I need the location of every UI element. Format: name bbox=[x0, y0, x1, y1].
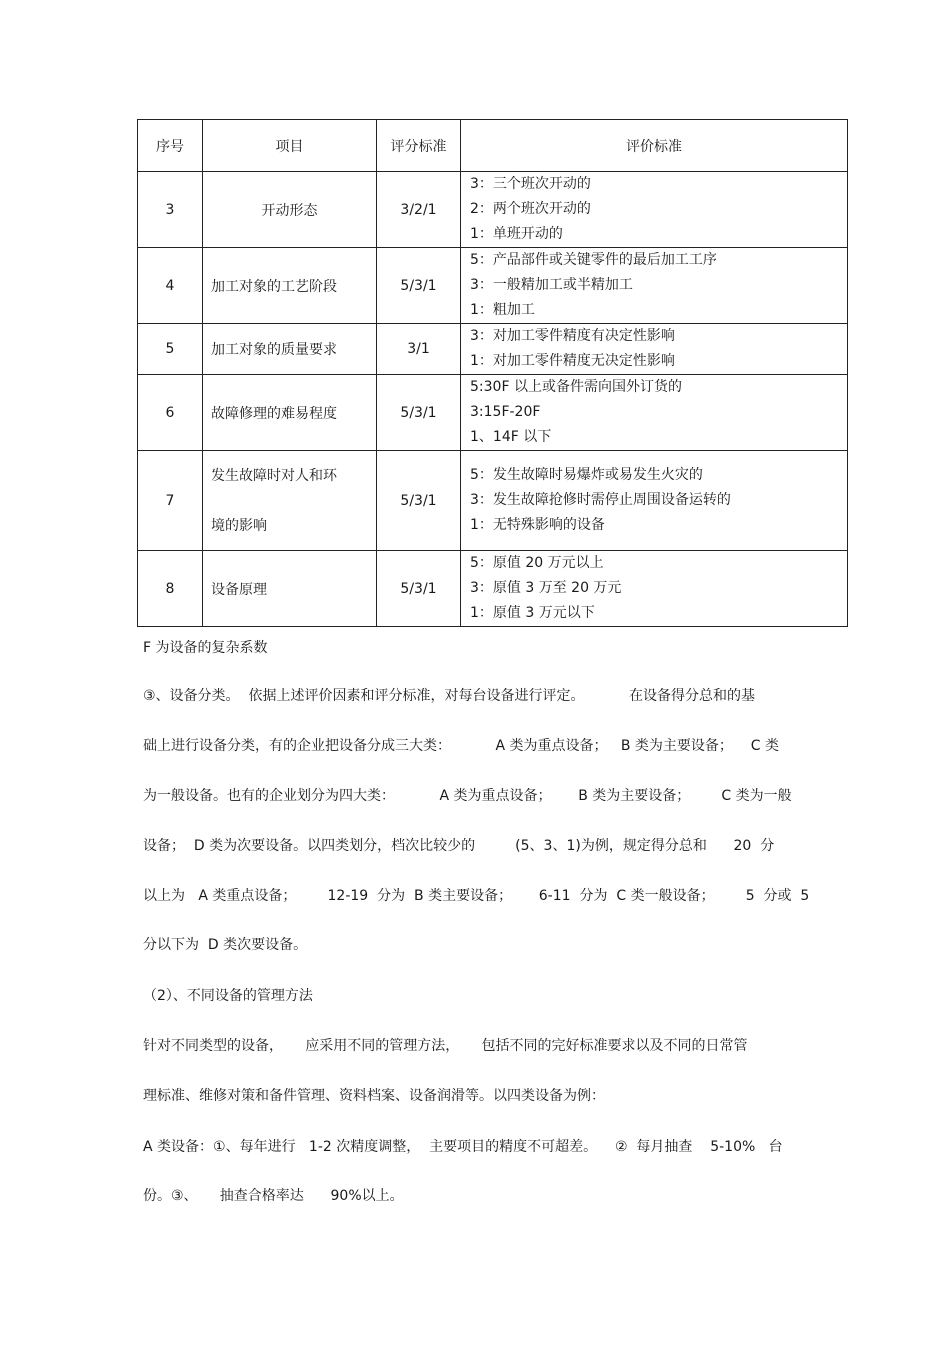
header-no: 序号 bbox=[138, 120, 203, 172]
row-no: 7 bbox=[138, 451, 203, 551]
row-no: 6 bbox=[138, 375, 203, 451]
header-score: 评分标准 bbox=[377, 120, 461, 172]
row-item: 开动形态 bbox=[203, 172, 377, 248]
table-row bbox=[138, 172, 848, 248]
table-row bbox=[138, 551, 848, 627]
row-score: 5/3/1 bbox=[377, 375, 461, 451]
body-paragraph-line: ③、设备分类。 依据上述评价因素和评分标准，对每台设备进行评定。 在设备得分总和的基 bbox=[143, 688, 755, 704]
table-row bbox=[138, 324, 848, 375]
row-criteria bbox=[461, 451, 848, 551]
row-criteria bbox=[461, 172, 848, 248]
row-item: 故障修理的难易程度 bbox=[203, 375, 377, 451]
criteria-line: 3：对加工零件精度有决定性影响 bbox=[470, 328, 675, 344]
criteria-line: 1：粗加工 bbox=[470, 302, 535, 318]
criteria-line: 1：单班开动的 bbox=[470, 226, 563, 242]
row-score: 5/3/1 bbox=[377, 248, 461, 324]
criteria-line: 1：原值 3 万元以下 bbox=[470, 605, 595, 621]
criteria-line: 2：两个班次开动的 bbox=[470, 201, 591, 217]
table-header-row bbox=[138, 120, 848, 172]
row-criteria bbox=[461, 375, 848, 451]
body-paragraph-line: 针对不同类型的设备， 应采用不同的管理方法， 包括不同的完好标准要求以及不同的日常管 bbox=[143, 1038, 748, 1054]
body-paragraph-line: 理标准、维修对策和备件管理、资料档案、设备润滑等。以四类设备为例： bbox=[143, 1088, 605, 1104]
body-paragraph-line: 份。③、 抽查合格率达 90%以上。 bbox=[143, 1188, 404, 1204]
row-criteria bbox=[461, 324, 848, 375]
body-paragraph-line: 为一般设备。也有的企业划分为四大类： A 类为重点设备； B 类为主要设备； C 类为一般 bbox=[143, 788, 792, 804]
criteria-line: 3：原值 3 万至 20 万元 bbox=[470, 580, 622, 596]
row-no: 8 bbox=[138, 551, 203, 627]
body-paragraph-line: A 类设备：①、每年进行 1-2 次精度调整， 主要项目的精度不可超差。 ② 每月抽查 5-10% 台 bbox=[143, 1139, 783, 1155]
body-paragraph-line: 分以下为 D 类次要设备。 bbox=[143, 937, 308, 953]
criteria-line: 1：对加工零件精度无决定性影响 bbox=[470, 353, 675, 369]
row-no: 4 bbox=[138, 248, 203, 324]
row-criteria bbox=[461, 551, 848, 627]
row-score: 5/3/1 bbox=[377, 451, 461, 551]
criteria-line: 5：原值 20 万元以上 bbox=[470, 555, 604, 571]
criteria-line: 3：一般精加工或半精加工 bbox=[470, 277, 633, 293]
table-row bbox=[138, 248, 848, 324]
row-score: 5/3/1 bbox=[377, 551, 461, 627]
row-item bbox=[203, 451, 377, 551]
criteria-line: 1、14F 以下 bbox=[470, 429, 552, 445]
row-no: 5 bbox=[138, 324, 203, 375]
section-heading: （2）、不同设备的管理方法 bbox=[143, 988, 313, 1004]
criteria-line: 5：发生故障时易爆炸或易发生火灾的 bbox=[470, 467, 703, 483]
criteria-line: 3:15F-20F bbox=[470, 404, 541, 420]
row-item: 设备原理 bbox=[203, 551, 377, 627]
row-item: 加工对象的质量要求 bbox=[203, 324, 377, 375]
row-score: 3/2/1 bbox=[377, 172, 461, 248]
criteria-line: 5：产品部件或关键零件的最后加工工序 bbox=[470, 252, 717, 268]
row-item: 加工对象的工艺阶段 bbox=[203, 248, 377, 324]
criteria-line: 5:30F 以上或备件需向国外订货的 bbox=[470, 379, 682, 395]
header-item: 项目 bbox=[203, 120, 377, 172]
header-criteria: 评价标准 bbox=[461, 120, 848, 172]
row-criteria bbox=[461, 248, 848, 324]
row-score: 3/1 bbox=[377, 324, 461, 375]
criteria-line: 1：无特殊影响的设备 bbox=[470, 517, 605, 533]
item-line: 境的影响 bbox=[211, 517, 267, 534]
row-no: 3 bbox=[138, 172, 203, 248]
body-paragraph-line: 以上为 A 类重点设备； 12-19 分为 B 类主要设备； 6-11 分为 C 类一般设备； 5 分或 5 bbox=[143, 888, 810, 904]
body-paragraph-line: 础上进行设备分类，有的企业把设备分成三大类： A 类为重点设备； B 类为主要设备； C 类 bbox=[143, 738, 779, 754]
table-row bbox=[138, 375, 848, 451]
table-row bbox=[138, 451, 848, 551]
criteria-line: 3：发生故障抢修时需停止周围设备运转的 bbox=[470, 492, 731, 508]
table-footnote: F 为设备的复杂系数 bbox=[143, 640, 268, 656]
evaluation-table bbox=[137, 119, 848, 627]
item-line: 发生故障时对人和环 bbox=[211, 467, 337, 484]
criteria-line: 3：三个班次开动的 bbox=[470, 176, 591, 192]
body-paragraph-line: 设备； D 类为次要设备。以四类划分，档次比较少的 (5、3、1)为例，规定得分总和 20 分 bbox=[143, 838, 775, 854]
